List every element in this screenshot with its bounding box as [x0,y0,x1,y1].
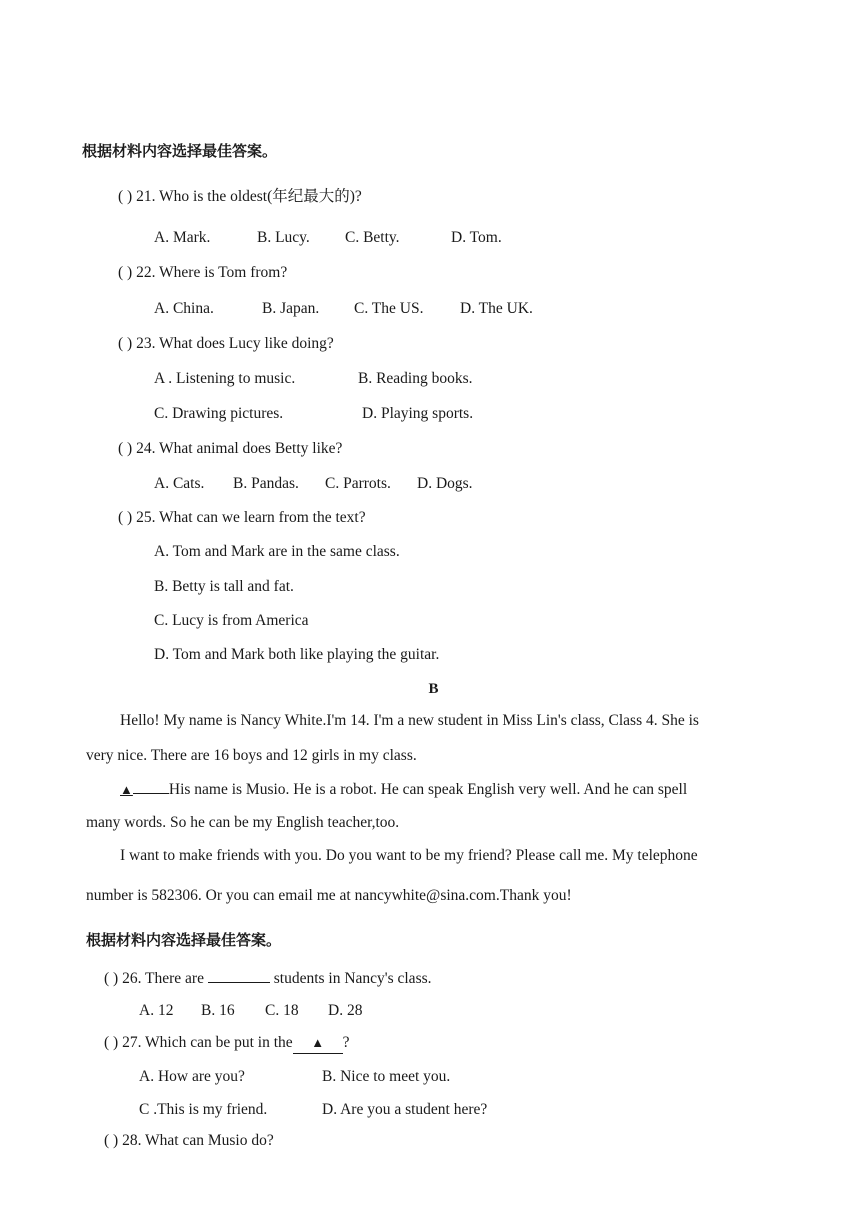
question-23: ( ) 23. What does Lucy like doing? [118,335,334,352]
question-28: ( ) 28. What can Musio do? [104,1132,274,1149]
q23-option-c: C. Drawing pictures. [154,405,284,422]
q26-stem-start: ( ) 26. There are [104,970,204,987]
q22-option-d: D. The UK. [460,300,533,317]
q27-option-a: A. How are you? [139,1068,245,1085]
q27-option-c: C .This is my friend. [139,1101,268,1118]
triangle-blank: ▲ [293,1033,343,1054]
passage-line-1: Hello! My name is Nancy White.I'm 14. I'm a new student in Miss Lin's class, Class 4. She is [120,712,699,729]
question-21: ( ) 21. Who is the oldest(年纪最大的)? [118,188,362,205]
q25-option-d: D. Tom and Mark both like playing the guitar. [154,646,440,663]
q24-option-a: A. Cats. [154,475,205,492]
q21-option-c: C. Betty. [345,229,400,246]
q23-option-b: B. Reading books. [358,370,473,387]
question-25: ( ) 25. What can we learn from the text? [118,509,366,526]
q21-option-d: D. Tom. [451,229,502,246]
q26-option-c: C. 18 [265,1002,299,1019]
answer-blank [208,968,270,983]
q25-option-a: A. Tom and Mark are in the same class. [154,543,400,560]
triangle-blank-marker: ▲ [120,782,133,797]
q26-stem-end: students in Nancy's class. [273,970,432,987]
q24-option-d: D. Dogs. [417,475,473,492]
q26-option-b: B. 16 [201,1002,235,1019]
q22-option-a: A. China. [154,300,214,317]
q27-stem-end: ? [342,1034,350,1051]
passage-line-2: very nice. There are 16 boys and 12 girls in my class. [86,747,417,764]
passage-line-3-text: His name is Musio. He is a robot. He can speak English very well. And he can spell [168,781,688,798]
q24-option-c: C. Parrots. [325,475,391,492]
q22-option-c: C. The US. [354,300,424,317]
question-26 [104,968,432,989]
q27-option-b: B. Nice to meet you. [322,1068,451,1085]
q26-option-d: D. 28 [328,1002,363,1019]
section-heading: 根据材料内容选择最佳答案。 [82,142,278,160]
passage-line-6: number is 582306. Or you can email me at nancywhite@sina.com.Thank you! [86,887,572,904]
section-heading-2: 根据材料内容选择最佳答案。 [86,931,282,949]
q25-option-b: B. Betty is tall and fat. [154,578,294,595]
q26-option-a: A. 12 [139,1002,174,1019]
q23-option-d: D. Playing sports. [362,405,474,422]
question-24: ( ) 24. What animal does Betty like? [118,440,343,457]
passage-label: B [428,681,439,697]
question-22: ( ) 22. Where is Tom from? [118,264,288,281]
question-27 [104,1033,350,1054]
passage-line-3 [120,779,687,800]
q23-option-a: A . Listening to music. [154,370,296,387]
q25-option-c: C. Lucy is from America [154,612,309,629]
q27-option-d: D. Are you a student here? [322,1101,488,1118]
q27-stem-start: ( ) 27. Which can be put in the [104,1034,293,1051]
passage-line-5: I want to make friends with you. Do you want to be my friend? Please call me. My telephone [120,847,698,864]
q21-option-a: A. Mark. [154,229,211,246]
q21-option-b: B. Lucy. [257,229,310,246]
q22-option-b: B. Japan. [262,300,320,317]
q24-option-b: B. Pandas. [233,475,299,492]
passage-line-4: many words. So he can be my English teacher,too. [86,814,400,831]
